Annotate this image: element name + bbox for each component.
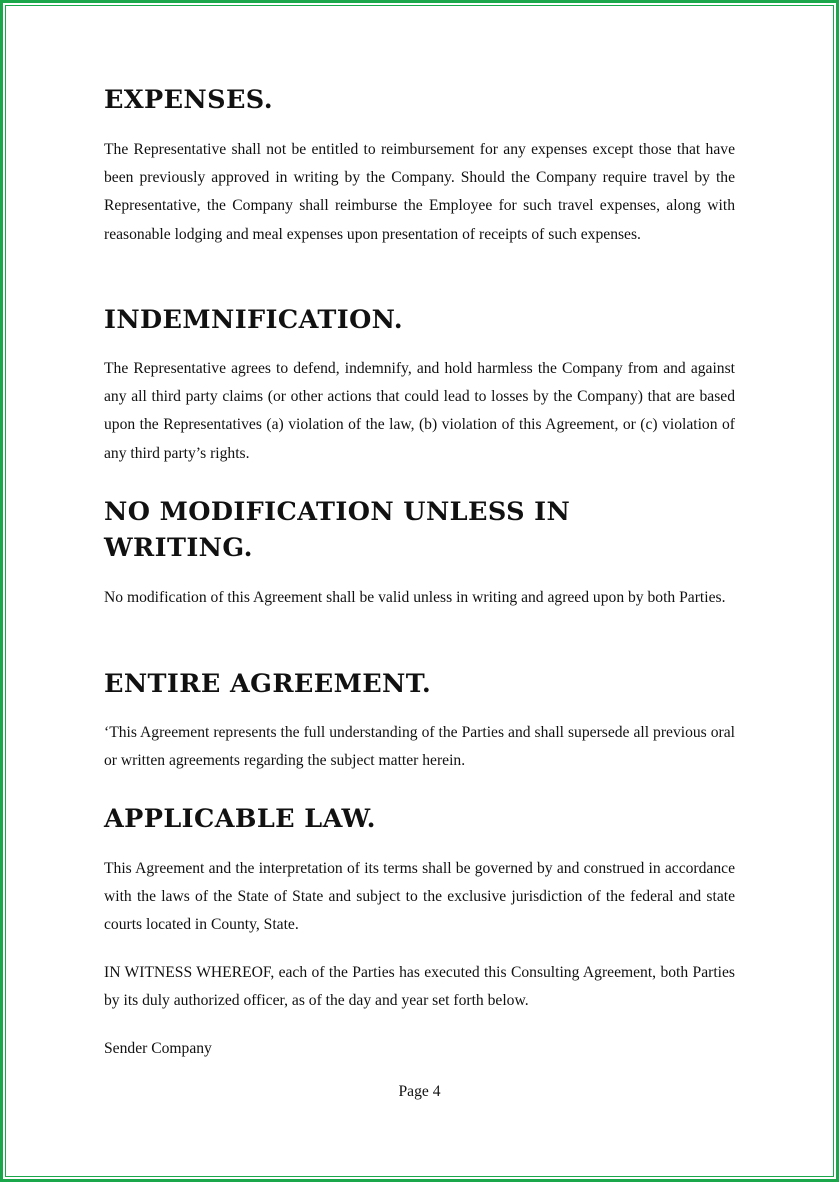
section-body-indemnification: The Representative agrees to defend, indemnify, and hold harmless the Company from and against any all third party claims (or other actions that could lead to losses by the Company) that are based upon the Representatives (a) violation of the law, (b) violation of this Agreement, or (c) violation of any third party’s rights.	[104, 360, 735, 462]
section-heading-indemnification: INDEMNIFICATION.	[104, 305, 404, 335]
section-heading-entire-agreement: ENTIRE AGREEMENT.	[104, 669, 432, 699]
section-body-entire-agreement: ‘This Agreement represents the full understanding of the Parties and shall supersede all previous oral or written agreements regarding the subject matter herein.	[104, 724, 735, 770]
page-number: Page 4	[398, 1083, 441, 1100]
section-heading-expenses: EXPENSES.	[104, 85, 273, 115]
section-heading-applicable-law: APPLICABLE LAW.	[104, 804, 376, 834]
witness-clause: IN WITNESS WHEREOF, each of the Parties has executed this Consulting Agreement, both Parties by its duly authorized officer, as of the day and year set forth below.	[104, 964, 735, 1010]
section-body-applicable-law: This Agreement and the interpretation of its terms shall be governed by and construed in accordance with the laws of the State of State and subject to the exclusive jurisdiction of the federal and state courts located in County, State.	[104, 860, 735, 934]
section-heading-no-modification: NO MODIFICATION UNLESS IN WRITING.	[104, 497, 571, 563]
section-body-no-modification: No modification of this Agreement shall be valid unless in writing and agreed upon by both Parties.	[104, 589, 726, 606]
signatory-name: Sender Company	[104, 1040, 212, 1057]
section-body-expenses: The Representative shall not be entitled to reimbursement for any expenses except those that have been previously approved in writing by the Company. Should the Company require travel by the Representative, the Company shall reimburse the Employee for such travel expenses, along with reasonable lodging and meal expenses upon presentation of receipts of such expenses.	[104, 141, 735, 243]
